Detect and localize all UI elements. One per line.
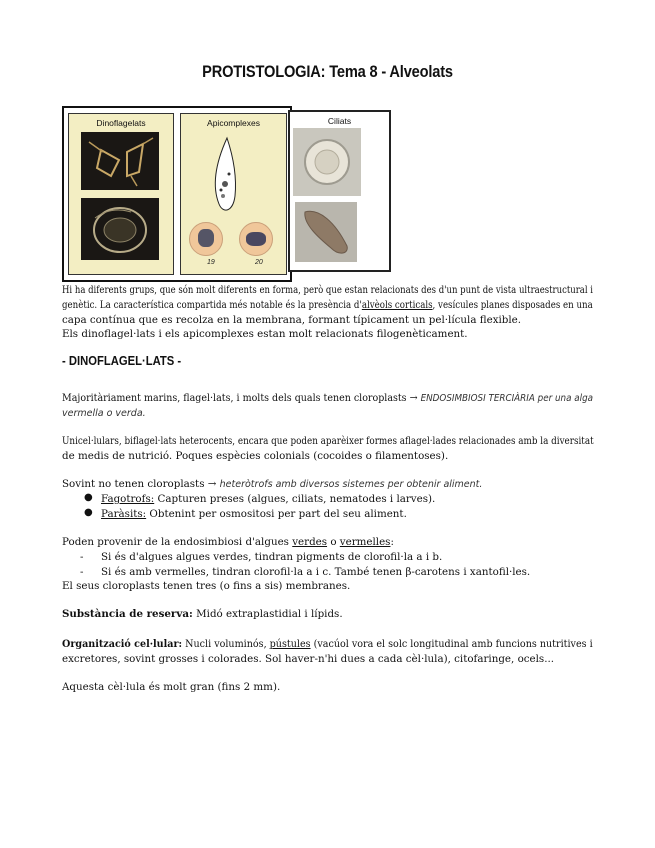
p4-conjunction: o: [327, 536, 340, 548]
bullet-fagotrofs: [101, 492, 435, 507]
reserve-label: Substància de reserva:: [62, 608, 193, 620]
p1-italic: ENDOSIMBIOSI TERCIÀRIA per una alga: [420, 393, 594, 404]
ciliate-photo-1: [293, 128, 361, 196]
parasits-text: Obtenint per osmositosi per part del seu aliment.: [146, 508, 407, 520]
section-heading-dinoflagellates: - DINOFLAGEL·LATS -: [62, 354, 182, 368]
fagotrofs-text: Capturen preses (algues, ciliats, nematodes i larves).: [154, 493, 436, 505]
dinoflagellate-label: Dinoflagelats: [96, 118, 146, 128]
p1-line-1: [62, 391, 593, 406]
red-blood-cell-19: [189, 222, 223, 256]
intro-line-2: [62, 298, 593, 313]
p6-line-1: [62, 637, 593, 652]
bullet-parasits: [101, 507, 407, 522]
intro-line-1: Hi ha diferents grups, que són molt diferents en forma, però que estan relacionats des d'un punt de vista ultraestructural i: [62, 284, 594, 296]
p2-line-1: Unicel·lulars, biflagel·lats heterocents, encara que poden aparèixer formes aflagel·lades relacionades amb la diversitat: [62, 435, 594, 447]
p4-text: Poden provenir de la endosimbiosi d'algues: [62, 536, 293, 548]
intro-line-2-start: genètic. La característica compartida més notable és la presència d': [62, 299, 362, 311]
ciliate-illustration-1: [293, 128, 361, 196]
p3-text: Sovint no tenen cloroplasts →: [62, 478, 220, 490]
dash-icon: -: [80, 551, 84, 563]
dinoflagellate-illustration-1: [81, 132, 159, 190]
organization-text-2: (vacúol vora el solc longitudinal amb funcions nutritives i: [310, 638, 593, 650]
p4-dash-1: Si és d'algues algues verdes, tindran pigments de clorofil·la a i b.: [101, 551, 443, 563]
organization-label: Organització cel·lular:: [62, 638, 183, 650]
verdes-term: verdes: [292, 536, 328, 548]
dinoflagellate-photo-2: [81, 198, 159, 260]
ciliate-panel: [288, 110, 391, 272]
p2-line-2: de medis de nutrició. Poques espècies colonials (cocoides o filamentoses).: [62, 450, 449, 462]
alveols-corticals-term: alvèols corticals: [361, 299, 433, 311]
vermelles-term: vermelles: [339, 536, 391, 548]
apicomplexa-drawing: [193, 134, 253, 216]
p1-line-2: vermella o verda.: [62, 408, 146, 419]
intro-line-2-end: , vesícules planes disposades en una: [432, 299, 593, 311]
figure-number-19: 19: [207, 259, 215, 266]
intro-line-3: capa contínua que es recolza en la membrana, formant típicament un pel·lícula flexible.: [62, 314, 522, 326]
alveolate-figure: [62, 106, 292, 282]
organization-text: Nucli voluminós,: [182, 638, 270, 650]
ciliate-illustration-2: [295, 202, 357, 262]
apicomplexa-label: Apicomplexes: [207, 118, 260, 128]
bullet-icon: ●: [84, 492, 93, 503]
figure-number-20: 20: [255, 259, 263, 266]
p4-line-1: [62, 535, 394, 550]
page-title: PROTISTOLOGIA: Tema 8 - Alveolats: [202, 62, 453, 81]
p3-line-1: [62, 477, 482, 492]
red-blood-cell-20: [239, 222, 273, 256]
p6-line-2: excretores, sovint grosses i colorades. Sol haver-n'hi dues a cada cèl·lula), citofaringe, ocels...: [62, 653, 555, 665]
reserve-text: Midó extraplastidial i lípids.: [192, 608, 343, 620]
dinoflagellate-illustration-2: [81, 198, 159, 260]
p5-line: [62, 607, 343, 622]
ciliate-label: Ciliats: [327, 116, 352, 126]
p4-dash-2: Si és amb vermelles, tindran clorofil·la a i c. També tenen β-carotens i xantofil·les.: [101, 566, 531, 578]
dinoflagellate-panel: [68, 113, 174, 275]
parasits-term: Paràsits:: [101, 508, 147, 520]
p4-colon: :: [390, 536, 394, 548]
dinoflagellate-photo-1: [81, 132, 159, 190]
fagotrofs-term: Fagotrofs:: [101, 493, 155, 505]
bullet-icon: ●: [84, 507, 93, 518]
ciliate-photo-2: [295, 202, 357, 262]
dash-icon: -: [80, 566, 84, 578]
p4-line-last: El seus cloroplasts tenen tres (o fins a sis) membranes.: [62, 580, 351, 592]
p7-line: Aquesta cèl·lula és molt gran (fins 2 mm).: [62, 681, 281, 693]
pustules-term: pústules: [269, 638, 311, 650]
intro-line-4: Els dinoflagel·lats i els apicomplexes estan molt relacionats filogenèticament.: [62, 328, 468, 340]
p3-italic: heteròtrofs amb diversos sistemes per obtenir aliment.: [219, 479, 483, 490]
apicomplexa-panel: [180, 113, 287, 275]
p1-text: Majoritàriament marins, flagel·lats, i molts dels quals tenen cloroplasts →: [62, 392, 421, 404]
